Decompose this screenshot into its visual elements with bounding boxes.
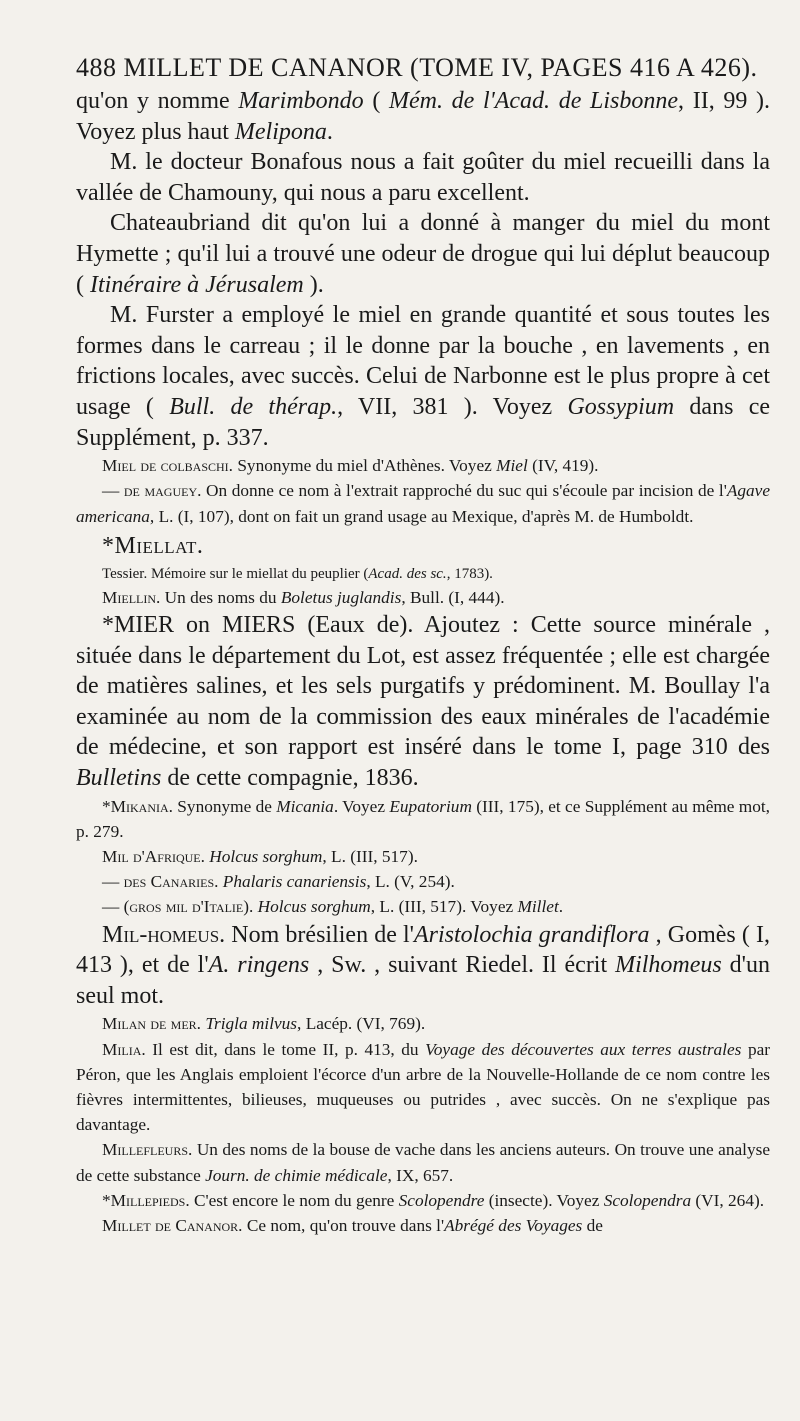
italic-text: Holcus sorghum: [257, 897, 371, 917]
text: . Voyez: [333, 796, 390, 816]
entry-milia: [76, 1037, 770, 1138]
text: , Bull. (I, 444).: [401, 587, 505, 607]
entry-term: (gros mil d'Italie).: [123, 897, 254, 917]
text: M. Furster a employé le miel en grande quantité et sous toutes les formes dans le carreau ; il le donne par la bouche , en lavements , en frictions locales, avec succès. Celui de Narbonne est le plus propre à cet usage (: [76, 302, 770, 420]
text: , L. (I, 107), dont on fait un grand usage au Mexique, d'après M. de Humboldt.: [149, 506, 694, 526]
entry-term: Milan de mer.: [102, 1014, 201, 1034]
text: (insecte). Voyez: [484, 1190, 604, 1210]
italic-text: Scolopendre: [398, 1190, 485, 1210]
entry-term: Miel de colbaschi.: [102, 456, 233, 476]
paragraph-chateaubriand: [76, 208, 770, 300]
dash: —: [102, 872, 124, 892]
text: qu'on y nomme: [76, 88, 239, 114]
text: *MIER on MIERS (Eaux de). Ajoutez : Cette source minérale , située dans le département du Lot, est assez fréquentée ; elle est chargée de matières salines, et les sels purgatifs y prédominent. M. Boullay l'a examinée au nom de la commission des eaux minérales de l'académie de médecine, et son rapport est inséré dans le tome I, page 310 des: [76, 611, 770, 761]
text: Tessier. Mémoire sur le miellat du peuplier (: [102, 565, 369, 582]
entry-gros-mil-d-italie: [76, 894, 770, 919]
italic-text: Trigla milvus: [205, 1014, 298, 1034]
text: Synonyme de: [172, 796, 277, 816]
reference-tessier: [76, 563, 770, 585]
text: de cette compagnie, 1836.: [161, 764, 419, 791]
entry-term: des Canaries.: [123, 872, 219, 892]
italic-text: Milhomeus: [615, 952, 722, 979]
text: Synonyme du miel d'Athènes. Voyez: [233, 456, 497, 476]
text: par Péron, que les Anglais emploient l'écorce d'un arbre de la Nouvelle-Hollande de ce nom contre les fièvres intermittentes, bilieuses, muqueuses ou putrides , avec succès. On ne s'explique pas davantage.: [76, 1039, 771, 1135]
italic-text: Micania: [276, 796, 334, 816]
text: , Sw. , suivant Riedel. Il écrit: [309, 952, 616, 979]
text: On donne ce nom à l'extrait rapproché du suc qui s'écoule par incision de l': [201, 481, 727, 501]
text: d'un seul mot.: [76, 952, 770, 1009]
text: , L. (V, 254).: [366, 872, 455, 892]
text: , L. (III, 517).: [322, 846, 418, 866]
entry-term: Millefleurs.: [102, 1140, 193, 1160]
text: , L. (III, 517). Voyez: [370, 897, 518, 917]
entry-de-maguey: [76, 478, 770, 528]
paragraph-furster: [76, 300, 770, 453]
entry-term: Miellin.: [102, 587, 161, 607]
italic-text: Millet: [517, 897, 559, 917]
entry-mikania: [76, 794, 770, 844]
text: (VI, 264).: [691, 1190, 765, 1210]
italic-text: Marimbondo: [238, 88, 364, 114]
text: .: [326, 118, 333, 145]
dash: —: [102, 897, 124, 917]
italic-text: Bulletins: [76, 764, 162, 791]
dash: —: [102, 481, 124, 501]
text: Ce nom, qu'on trouve dans l': [242, 1215, 445, 1235]
entry-term: Mil d'Afrique.: [102, 846, 205, 866]
paragraph-marimbondo: [76, 86, 770, 147]
italic-text: A. ringens: [208, 952, 310, 979]
entry-millefleurs: [76, 1137, 770, 1187]
italic-text: Acad. des sc.: [368, 565, 447, 582]
text: C'est encore le nom du genre: [189, 1190, 399, 1210]
text: de: [582, 1215, 603, 1235]
paragraph-bonafous: M. le docteur Bonafous nous a fait goûter du miel recueilli dans la vallée de Chamouny, qui nous a paru excellent.: [76, 149, 770, 206]
text: (IV, 419).: [527, 456, 599, 476]
text: , II, 99 ). Voyez plus haut: [76, 88, 771, 145]
italic-text: Holcus sorghum: [209, 846, 323, 866]
italic-text: Agave americana: [76, 481, 770, 526]
text: Un des noms du: [160, 587, 281, 607]
text: Il est dit, dans le tome II, p. 413, du: [145, 1039, 426, 1059]
italic-text: Abrégé des Voyages: [444, 1215, 583, 1235]
paragraph-mier: [76, 610, 770, 794]
entry-miel-de-colbaschi: [76, 453, 770, 478]
italic-text: Phalaris canariensis: [222, 872, 367, 892]
entry-term: *Millepieds.: [102, 1190, 190, 1210]
entry-term: *Mikania.: [102, 796, 173, 816]
italic-text: Gossypium: [567, 393, 675, 420]
entry-term: Mil-homeus.: [102, 921, 226, 948]
running-header: 488 MILLET DE CANANOR (TOME IV, PAGES 416 A 426).: [76, 53, 758, 82]
italic-text: Aristolochia grandiflora: [414, 921, 650, 948]
entry-millet-de-cananor: [76, 1213, 770, 1238]
text: .: [558, 897, 564, 917]
paragraph-mil-homeus: [76, 920, 770, 1012]
text: , Gomès ( I, 413 ), et de l': [76, 921, 770, 979]
italic-text: Mém. de l'Acad. de Lisbonne: [388, 88, 679, 114]
entry-mil-des-canaries: [76, 869, 770, 894]
entry-millepieds: [76, 1188, 770, 1213]
entry-term: Milia.: [102, 1039, 146, 1059]
text: , 1783).: [446, 565, 493, 582]
text: dans ce Supplément, p. 337.: [76, 393, 770, 451]
text: Nom brésilien de l': [225, 921, 414, 948]
italic-text: Eupatorium: [389, 796, 472, 816]
italic-text: Boletus juglandis: [280, 587, 402, 607]
entry-miellin: [76, 585, 770, 610]
italic-text: Voyage des découvertes aux terres australes: [425, 1039, 742, 1059]
entry-term: Millet de Cananor.: [102, 1215, 243, 1235]
italic-text: Itinéraire à Jérusalem: [90, 271, 304, 298]
entry-milan-de-mer: [76, 1011, 770, 1036]
text: , IX, 657.: [387, 1165, 454, 1185]
italic-text: Scolopendra: [603, 1190, 692, 1210]
entry-term: de maguey.: [123, 481, 202, 501]
entry-mil-d-afrique: [76, 844, 770, 869]
italic-text: Melipona: [234, 118, 327, 145]
italic-text: Miel: [496, 456, 528, 476]
text: (III, 175), et ce Supplément au même mot, p. 279.: [76, 796, 771, 841]
italic-text: Bull. de thérap.: [169, 393, 338, 420]
italic-text: Journ. de chimie médicale: [205, 1165, 388, 1185]
text: (: [363, 88, 389, 114]
text: Un des noms de la bouse de vache dans les anciens auteurs. On trouve une analyse de cette substance: [76, 1140, 770, 1185]
text: ).: [303, 271, 324, 298]
text: Chateaubriand dit qu'on lui a donné à manger du miel du mont Hymette ; qu'il lui a trouvé une odeur de drogue qui lui déplut beaucoup (: [76, 210, 770, 298]
entry-heading-miellat: *Miellat.: [102, 532, 204, 559]
text: , VII, 381 ). Voyez: [337, 393, 568, 420]
text: , Lacép. (VI, 769).: [297, 1014, 426, 1034]
